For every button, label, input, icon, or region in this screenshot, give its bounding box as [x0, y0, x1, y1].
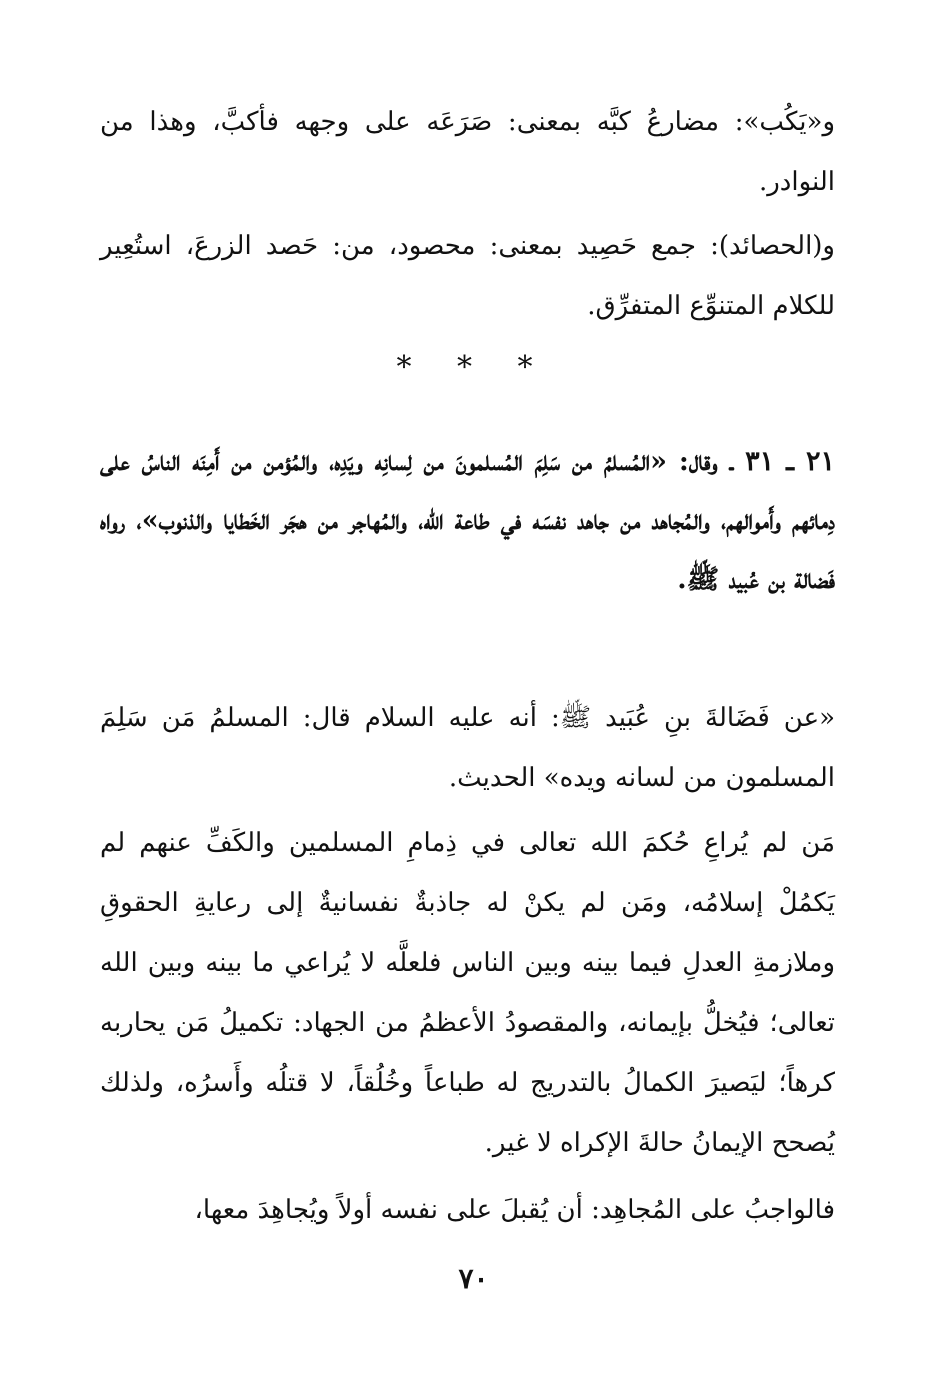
paragraph-commentary: مَن لم يُراعِ حُكمَ الله تعالى في ذِمامِ المسلمين والكَفِّ عنهم لم يَكمُلْ إسلامُه، ومَن لم يكنْ له جاذبةٌ نفسانيةٌ إلى رعايةِ الحقوقِ وملازمةِ العدلِ فيما بينه وبين الناس فلعلَّه لا يُراعي ما بينه وبين الله تعالى؛ فيُخلُّ بإيمانه، والمقصودُ الأعظمُ من الجهاد: تكميلُ مَن يحاربه كرهاً؛ ليَصيرَ الكمالُ بالتدريج له طباعاً وخُلُقاً، لا قتلُه وأَسرُه، ولذلك يُصحح الإيمانُ حالةَ الإكراه لا غير. [100, 828, 835, 1158]
page-number: ٧٠ [458, 1262, 489, 1295]
hadith-text: ٢١ ـ ٣١ ـ وقال: «المُسلمُ من سَلِمَ المُسلمونَ من لِسانِه ويَدِه، والمُؤمن من أَمِنَه الناسُ على دِمائهم وأَموالهم، والمُجاهد من جاهد نفسَه في طاعة الله، والمُهاجر من هجَر الخَطايا والذنوب»، رواه فَضالة بن عُبيد ﷺ. [100, 446, 835, 595]
paragraph-hasaid: و(الحصائد): جمع حَصِيد بمعنى: محصود، من: حَصد الزرعَ، استُعِير للكلام المتنوِّع المتفرِّق. [100, 231, 835, 321]
paragraph-yakubb: و«يَكُب»: مضارعُ كبَّه بمعنى: صَرَعَه على وجهه فأكبَّ، وهذا من النوادر. [100, 107, 835, 197]
paragraph-hadith-source: «عن فَضَالةَ بنِ عُبَيد ﷺ: أنه عليه السلام قال: المسلمُ مَن سَلِمَ المسلمون من لسانه ويده» الحديث. [100, 703, 835, 793]
section-separator: * * * [396, 350, 551, 385]
paragraph-mujahid-duty: فالواجبُ على المُجاهِد: أن يُقبلَ على نفسه أولاً ويُجاهِدَ معها، [194, 1195, 835, 1225]
